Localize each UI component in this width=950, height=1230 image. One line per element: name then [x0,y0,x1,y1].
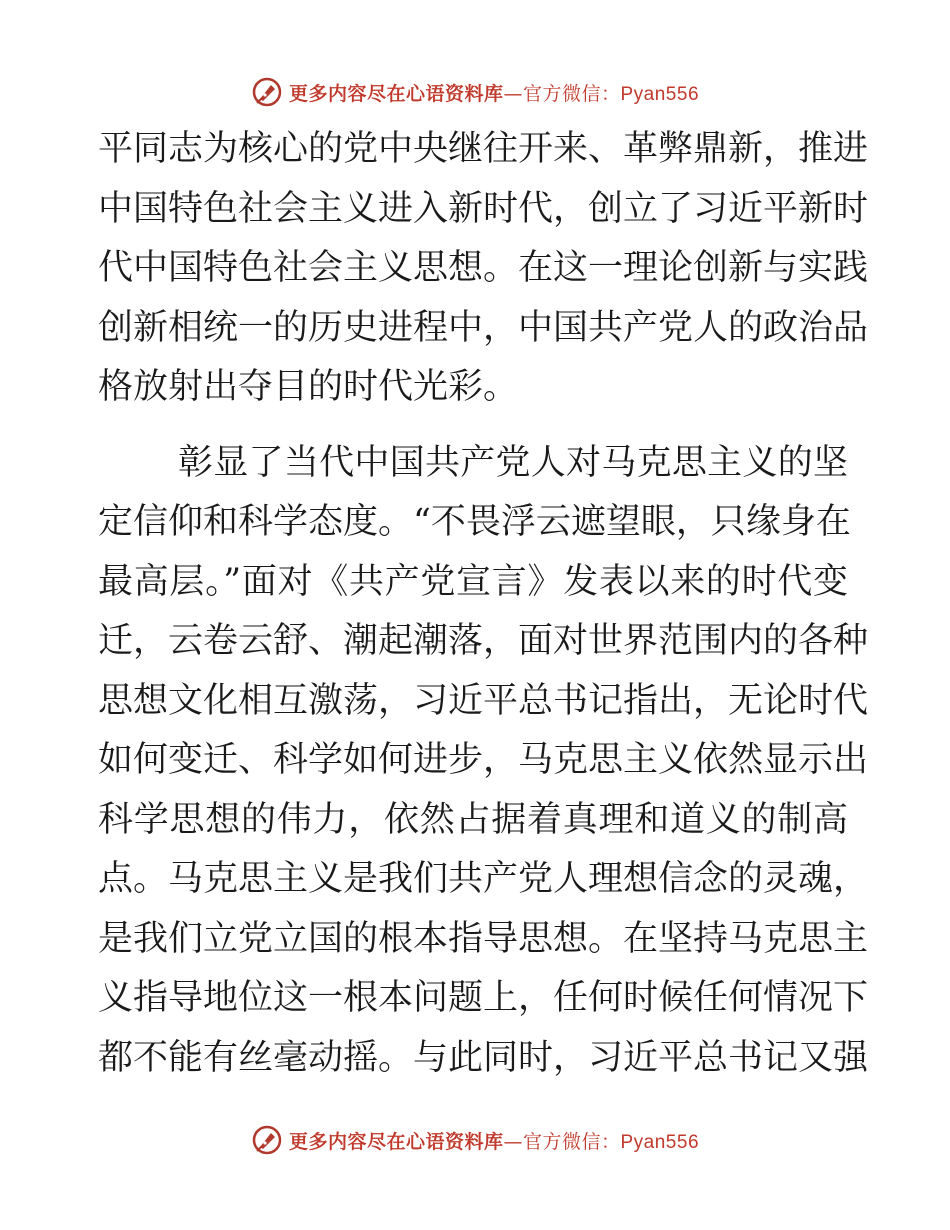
paragraph-2 [98,434,869,1089]
footer-banner [0,1120,950,1160]
text-line: 科学思想的伟力，依然占据着真理和道义的制高 [98,799,848,840]
text-line: 代中国特色社会主义思想。在这一理论创新与实践 [98,248,869,288]
text-line: 定信仰和科学态度。“不畏浮云遮望眼，只缘身在 [98,502,851,542]
footer-text [289,1127,699,1154]
text-line: 都不能有丝毫动摇。与此同时，习近平总书记又强 [98,1037,869,1078]
text-line: 平同志为核心的党中央继往开来、革弊鼎新，推进 [98,129,869,169]
header-main-text: 更多内容尽在心语资料库 [288,82,504,105]
text-line: 如何变迁、科学如何进步，马克思主义依然显示出 [98,740,869,780]
header-wechat-id: Pyan556 [620,83,700,105]
pen-nib-logo-icon [251,1124,283,1156]
document-body [98,120,869,1088]
header-sub-text: —官方微信： [503,82,621,105]
text-line: 义指导地位这一根本问题上，任何时候任何情况下 [98,978,869,1018]
text-line: 中国特色社会主义进入新时代，创立了习近平新时 [98,188,869,229]
footer-wechat-id: Pyan556 [620,1131,700,1153]
text-line: 最高层。”面对《共产党宣言》发表以来的时代变 [98,561,848,602]
text-line: 彰显了当代中国共产党人对马克思主义的坚 [178,442,848,483]
footer-sub-text: —官方微信： [503,1130,621,1153]
text-line: 点。马克思主义是我们共产党人理想信念的灵魂， [98,859,869,899]
footer-main-text: 更多内容尽在心语资料库 [288,1130,504,1153]
text-line: 是我们立党立国的根本指导思想。在坚持马克思主 [98,918,869,959]
text-line: 创新相统一的历史进程中，中国共产党人的政治品 [98,307,869,348]
paragraph-1 [98,120,869,418]
text-line: 迁，云卷云舒、潮起潮落，面对世界范围内的各种 [98,621,869,661]
pen-nib-logo-icon [251,76,283,108]
text-line: 思想文化相互激荡，习近平总书记指出，无论时代 [98,680,869,721]
paragraph-spacer [98,418,848,434]
header-text [289,79,699,106]
text-line: 格放射出夺目的时代光彩。 [98,367,519,407]
header-banner [0,72,950,112]
